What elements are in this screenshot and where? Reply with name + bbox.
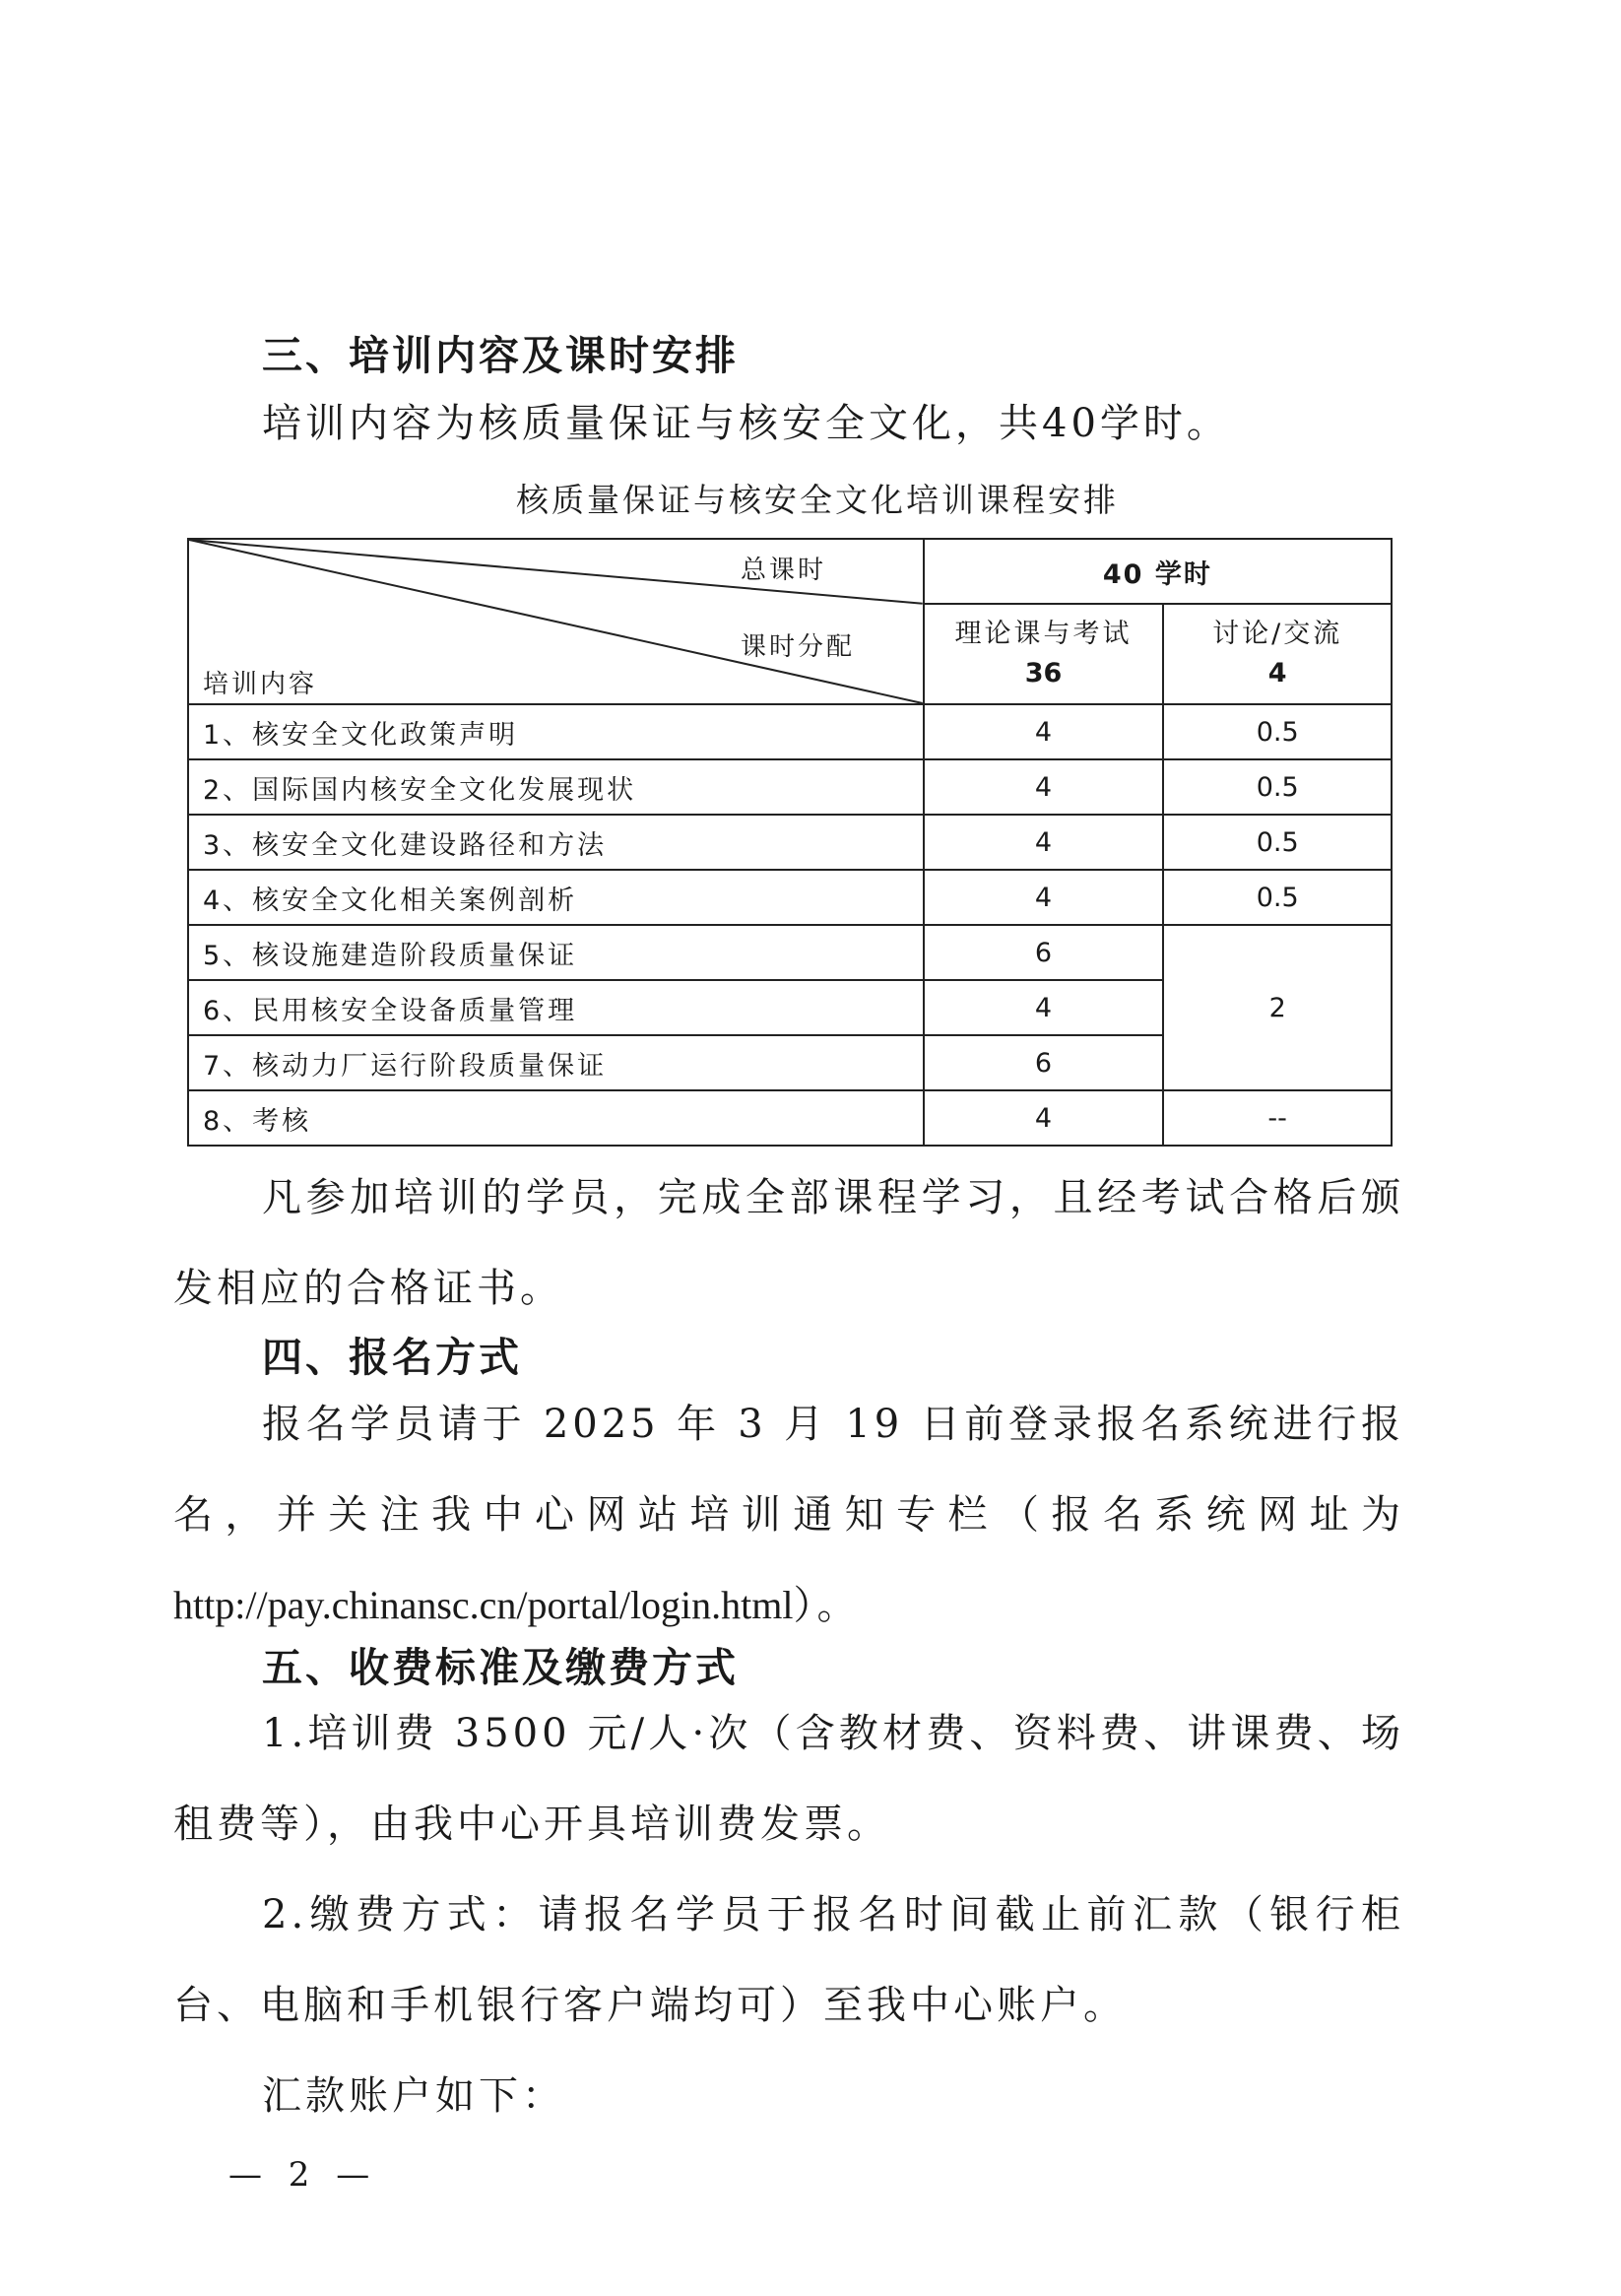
section-3-heading: 三、培训内容及课时安排 — [262, 332, 739, 379]
fee-item-1: 1.培训费 3500 元/人·次（含教材费、资料费、讲课费、场租费等），由我中心开具培训费发票。 — [173, 1711, 1404, 1847]
corner-distribution-label: 课时分配 — [741, 632, 856, 662]
row-discussion-hours: 0.5 — [1163, 815, 1392, 870]
fee-item-2: 2.缴费方式：请报名学员于报名时间截止前汇款（银行柜台、电脑和手机银行客户端均可）至我中心账户。 — [173, 1892, 1404, 2028]
row-theory-hours: 4 — [924, 759, 1164, 815]
row-theory-hours: 4 — [924, 815, 1164, 870]
row-course-name: 6、民用核安全设备质量管理 — [188, 980, 924, 1035]
table-corner-header — [188, 539, 924, 704]
merged-discussion-hours: 2 — [1163, 925, 1392, 1090]
row-course-name: 2、国际国内核安全文化发展现状 — [188, 759, 924, 815]
row-theory-hours: 4 — [924, 1090, 1164, 1146]
row-discussion-hours: -- — [1163, 1090, 1392, 1146]
table-row — [188, 815, 1392, 870]
discussion-header-label: 讨论/交流 — [1212, 619, 1343, 649]
row-course-name: 5、核设施建造阶段质量保证 — [188, 925, 924, 980]
registration-instructions: 报名学员请于 2025 年 3 月 19 日前登录报名系统进行报名，并关注我中心网站培训通知专栏（报名系统网址为 — [173, 1402, 1404, 1538]
row-course-name: 1、核安全文化政策声明 — [188, 704, 924, 759]
table-row — [188, 870, 1392, 925]
row-course-name: 3、核安全文化建设路径和方法 — [188, 815, 924, 870]
table-row — [188, 704, 1392, 759]
registration-tail: ）。 — [793, 1583, 861, 1628]
row-course-name: 7、核动力厂运行阶段质量保证 — [188, 1035, 924, 1090]
discussion-header-cell — [1163, 604, 1392, 704]
row-theory-hours: 6 — [924, 925, 1164, 980]
section-4-heading: 四、报名方式 — [262, 1334, 522, 1381]
corner-total-label: 总课时 — [741, 556, 827, 585]
certificate-note: 凡参加培训的学员，完成全部课程学习，且经考试合格后颁发相应的合格证书。 — [173, 1175, 1404, 1311]
total-hours-cell: 40 学时 — [924, 539, 1392, 604]
row-theory-hours: 4 — [924, 870, 1164, 925]
account-label: 汇款账户如下： — [262, 2073, 565, 2119]
corner-content-label: 培训内容 — [203, 670, 318, 699]
table-row — [188, 759, 1392, 815]
table-row — [188, 925, 1392, 980]
theory-header-label: 理论课与考试 — [954, 619, 1133, 649]
row-course-name: 4、核安全文化相关案例剖析 — [188, 870, 924, 925]
row-discussion-hours: 0.5 — [1163, 870, 1392, 925]
table-row — [188, 1090, 1392, 1146]
registration-url[interactable]: http://pay.chinansc.cn/portal/login.html — [173, 1583, 794, 1627]
course-schedule-table — [187, 538, 1393, 1147]
row-course-name: 8、考核 — [188, 1090, 924, 1146]
row-theory-hours: 4 — [924, 980, 1164, 1035]
page-number: — 2 — — [228, 2155, 378, 2195]
section-4-text — [173, 1379, 1404, 1651]
theory-header-hours: 36 — [1024, 658, 1063, 689]
row-discussion-hours: 0.5 — [1163, 704, 1392, 759]
theory-header-cell — [924, 604, 1164, 704]
table-title: 核质量保证与核安全文化培训课程安排 — [516, 481, 1119, 519]
section-5-heading: 五、收费标准及缴费方式 — [262, 1644, 739, 1691]
discussion-header-hours: 4 — [1267, 658, 1287, 689]
section-3-intro: 培训内容为核质量保证与核安全文化，共40学时。 — [262, 401, 1230, 446]
row-discussion-hours: 0.5 — [1163, 759, 1392, 815]
row-theory-hours: 4 — [924, 704, 1164, 759]
row-theory-hours: 6 — [924, 1035, 1164, 1090]
